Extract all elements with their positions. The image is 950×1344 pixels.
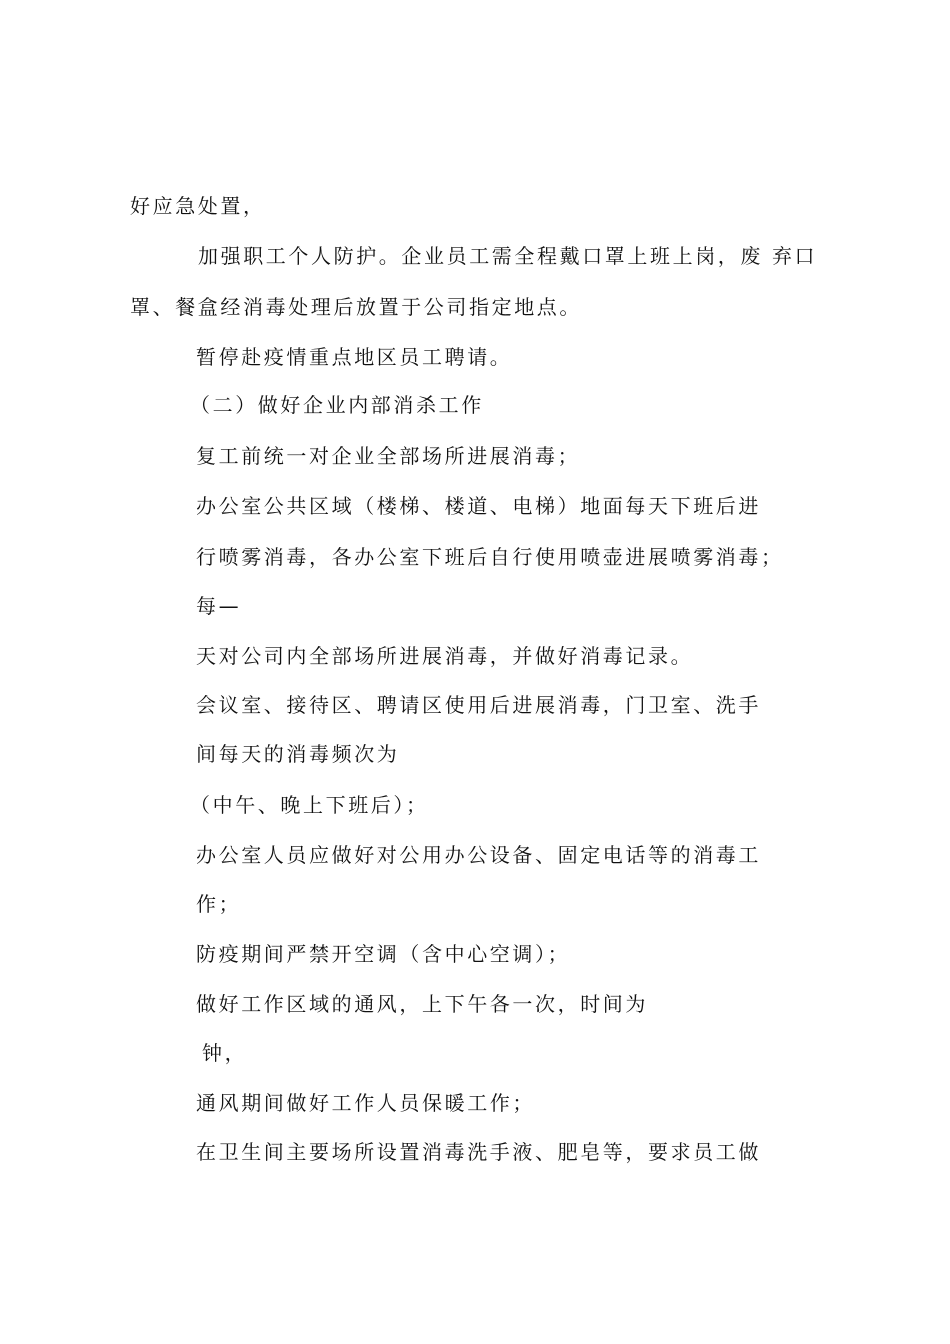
text-line-8: 行喷雾消毒，各办公室下班后自行使用喷壶进展喷雾消毒；: [196, 545, 784, 569]
text-line-13: （中午、晚上下班后）；: [190, 793, 429, 817]
section-heading: （二）做好企业内部消杀工作: [190, 393, 484, 417]
text-line-19: 通风期间做好工作人员保暖工作；: [196, 1091, 535, 1115]
text-line-16: 防疫期间严禁开空调（含中心空调）；: [196, 942, 571, 966]
text-line-10: 天对公司内全部场所进展消毒，并做好消毒记录。: [196, 644, 694, 668]
text-line-6: 复工前统一对企业全部场所进展消毒；: [196, 444, 581, 468]
text-line-9: 每—: [196, 594, 242, 618]
text-line-7: 办公室公共区域（楼梯、楼道、电梯）地面每天下班后进: [196, 494, 761, 518]
text-line-11: 会议室、接待区、聘请区使用后进展消毒，门卫室、洗手: [196, 693, 761, 717]
text-line-12: 间每天的消毒频次为: [196, 742, 400, 766]
text-line-1: 好应急处置，: [130, 194, 266, 218]
text-line-17: 做好工作区域的通风，上下午各一次，时间为: [196, 992, 648, 1016]
text-line-20: 在卫生间主要场所设置消毒洗手液、肥皂等，要求员工做: [196, 1140, 761, 1164]
text-line-3: 罩、餐盒经消毒处理后放置于公司指定地点。: [130, 295, 582, 319]
text-line-4: 暂停赴疫情重点地区员工聘请。: [196, 345, 513, 369]
text-line-2: 加强职工个人防护。企业员工需全程戴口罩上班上岗，废 弃口: [198, 244, 818, 268]
text-line-18: 钟，: [202, 1041, 248, 1065]
text-line-15: 作；: [196, 892, 242, 916]
text-line-14: 办公室人员应做好对公用办公设备、固定电话等的消毒工: [196, 843, 761, 867]
